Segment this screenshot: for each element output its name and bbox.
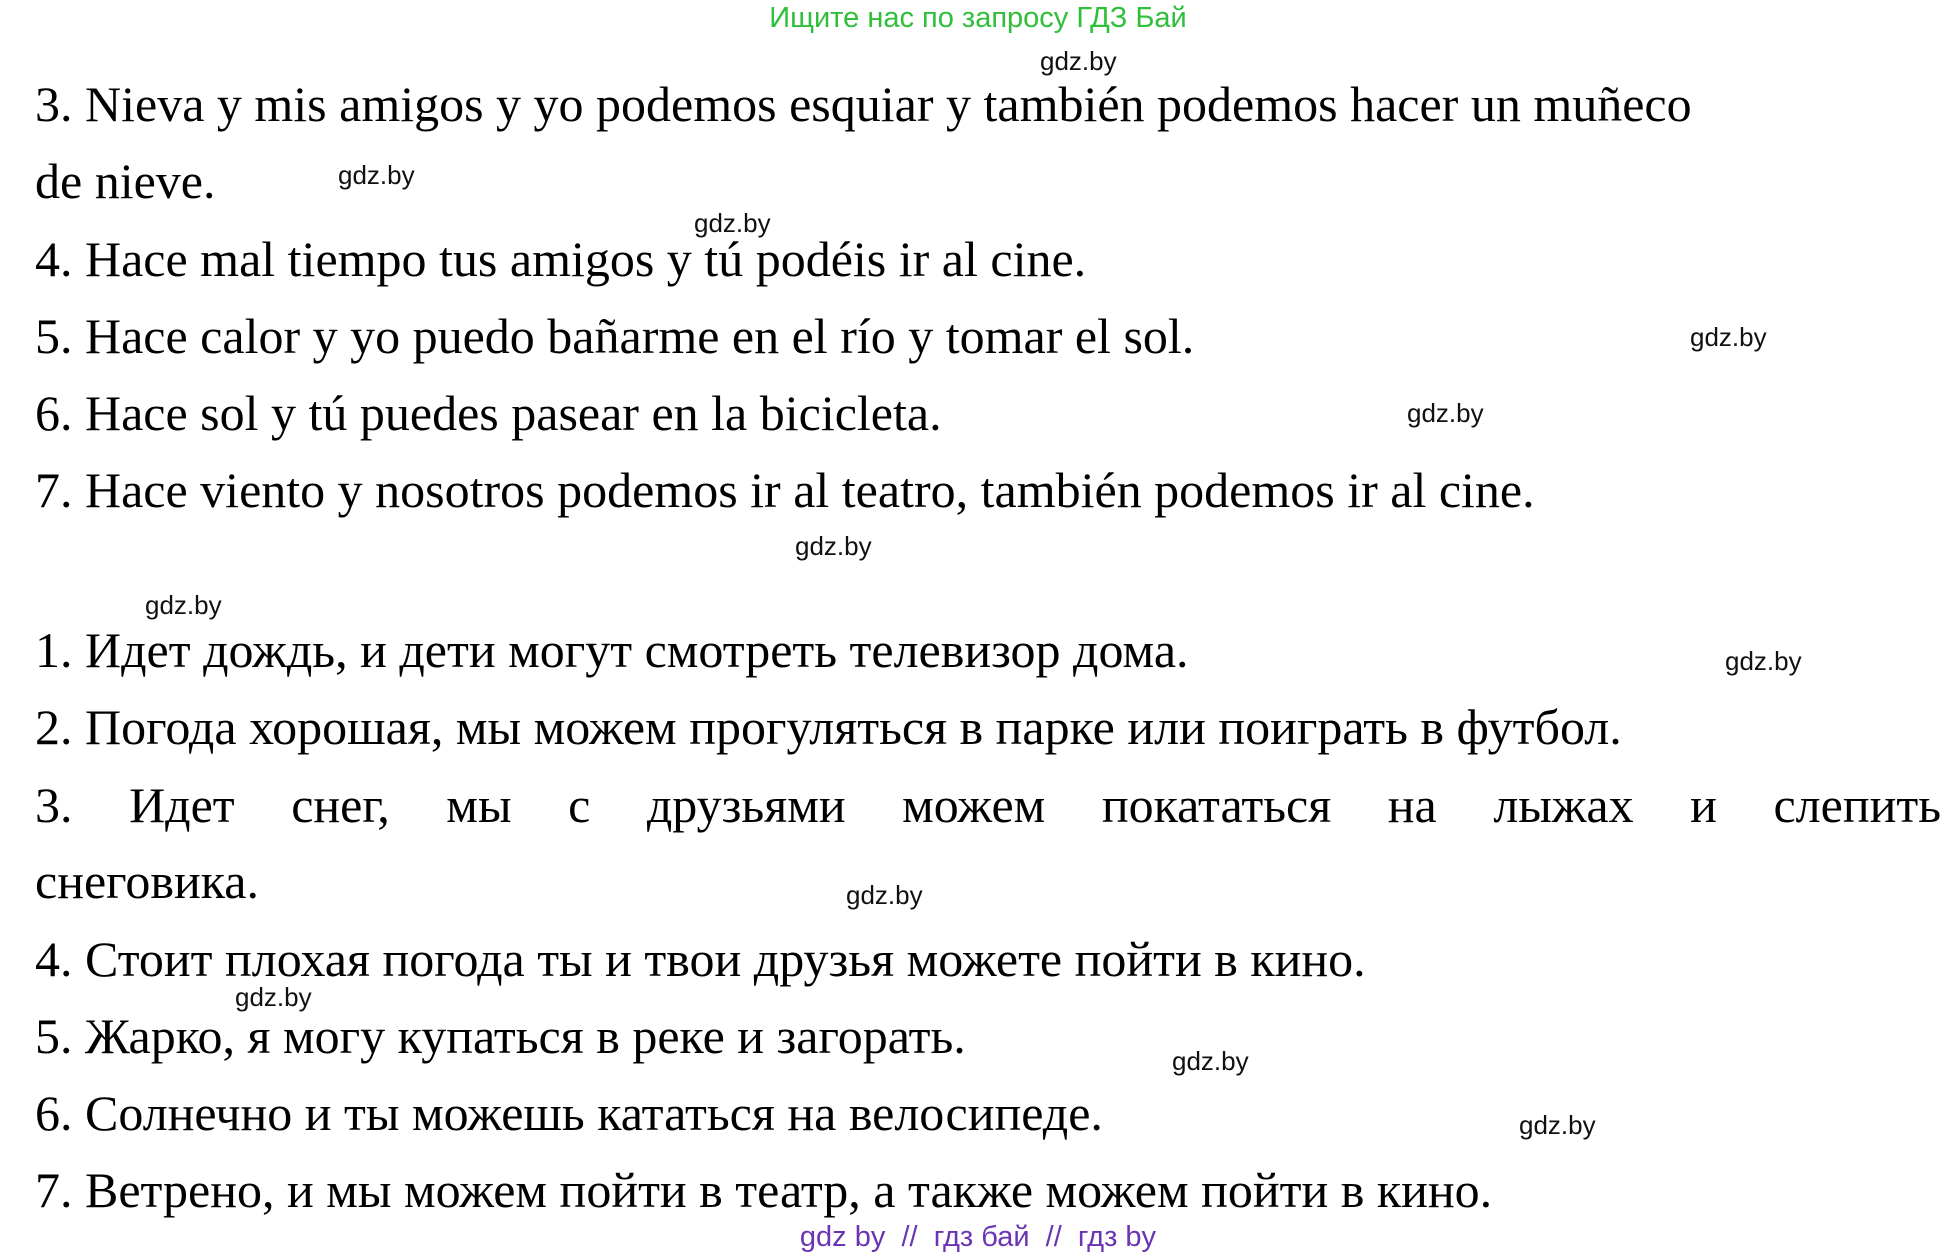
watermark: gdz.by [1407, 398, 1484, 428]
watermark: gdz.by [846, 880, 923, 910]
watermark: gdz.by [795, 531, 872, 561]
watermark: gdz.by [1172, 1046, 1249, 1076]
watermark: gdz.by [235, 982, 312, 1012]
watermark: gdz.by [1690, 322, 1767, 352]
russian-line-3a: 3. Идет снег, мы с друзьями можем покататься на лыжах и слепить [35, 777, 1941, 833]
russian-line-1: 1. Идет дождь, и дети могут смотреть телевизор дома. [35, 622, 1189, 678]
russian-line-5: 5. Жарко, я могу купаться в реке и загорать. [35, 1008, 966, 1064]
watermark: gdz.by [145, 590, 222, 620]
spanish-line-4: 4. Hace mal tiempo tus amigos y tú podéis ir al cine. [35, 231, 1087, 287]
spanish-line-3a: 3. Nieva y mis amigos y yo podemos esquiar y también podemos hacer un muñeco [35, 76, 1692, 132]
spanish-line-7: 7. Hace viento y nosotros podemos ir al teatro, también podemos ir al cine. [35, 462, 1535, 518]
russian-line-7: 7. Ветрено, и мы можем пойти в театр, а также можем пойти в кино. [35, 1162, 1493, 1218]
spanish-line-3b: de nieve. [35, 153, 216, 209]
footer-links: gdz by // гдз бай // гдз by [799, 1221, 1157, 1253]
watermark: gdz.by [694, 208, 771, 238]
spanish-line-6: 6. Hace sol y tú puedes pasear en la bicicleta. [35, 385, 942, 441]
watermark: gdz.by [1519, 1110, 1596, 1140]
russian-line-2: 2. Погода хорошая, мы можем прогуляться в парке или поиграть в футбол. [35, 699, 1622, 755]
watermark: gdz.by [338, 160, 415, 190]
russian-line-4: 4. Стоит плохая погода ты и твои друзья можете пойти в кино. [35, 931, 1366, 987]
watermark: gdz.by [1040, 46, 1117, 76]
spanish-line-5: 5. Hace calor y yo puedo bañarme en el río y tomar el sol. [35, 308, 1195, 364]
russian-line-6: 6. Солнечно и ты можешь кататься на велосипеде. [35, 1085, 1103, 1141]
russian-line-3b: снеговика. [35, 853, 259, 909]
search-banner: Ищите нас по запросу ГДЗ Бай [769, 2, 1187, 34]
watermark: gdz.by [1725, 646, 1802, 676]
